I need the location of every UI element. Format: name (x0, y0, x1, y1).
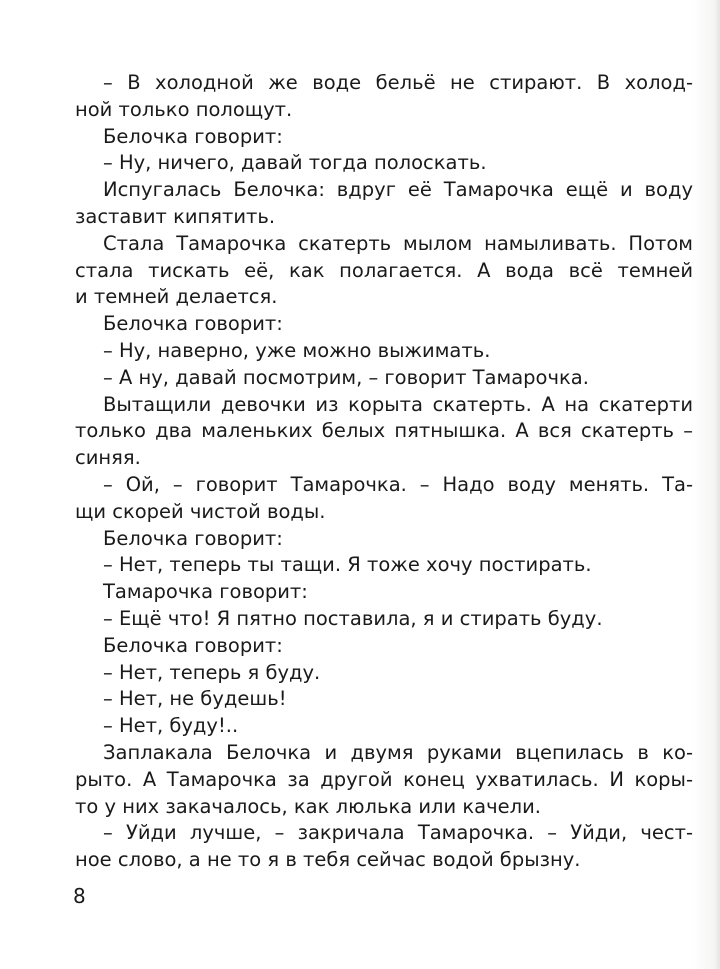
text-line: – Нет, не будешь! (103, 687, 287, 711)
text-line: Испугалась Белочка: вдруг её Тамарочка ещё и воду (103, 178, 693, 202)
text-line: Белочка говорит: (103, 633, 283, 657)
page-edge-shadow (714, 0, 720, 969)
text-line: синяя. (75, 446, 141, 470)
text-line: Белочка говорит: (103, 526, 283, 550)
text-line: – Нет, буду!.. (103, 714, 239, 738)
text-line: и темней делается. (75, 285, 278, 309)
text-line: – Ещё что! Я пятно поставила, я и стирать буду. (103, 606, 603, 630)
text-line: – Нет, теперь ты тащи. Я тоже хочу постирать. (103, 553, 592, 577)
text-line: – Уйди лучше, – закричала Тамарочка. – Уйди, чест- (103, 821, 693, 845)
text-line: рыто. А Тамарочка за другой конец ухватилась. И коры- (75, 767, 693, 791)
text-line: – Ну, наверно, уже можно выжимать. (103, 338, 491, 362)
text-line: – Нет, теперь я буду. (103, 660, 321, 684)
text-line: – А ну, давай посмотрим, – говорит Тамарочка. (103, 365, 589, 389)
text-line: Белочка говорит: (103, 312, 283, 336)
text-line: ной только полощут. (75, 97, 293, 121)
text-line: Заплакала Белочка и двумя руками вцепилась в ко- (103, 740, 693, 764)
body-text (75, 70, 693, 874)
text-line: стала тискать её, как полагается. А вода всё темней (75, 258, 693, 282)
text-line: заставит кипятить. (75, 204, 276, 228)
text-line: только два маленьких белых пятнышка. А вся скатерть – (75, 419, 693, 443)
text-line: Вытащили девочки из корыта скатерть. А на скатерти (103, 392, 693, 416)
text-line: то у них закачалось, как люлька или качели. (75, 794, 541, 818)
text-line: – В холодной же воде бельё не стирают. В холод- (103, 71, 693, 94)
text-line: ное слово, а не то я в тебя сейчас водой брызну. (75, 848, 581, 872)
text-line: Белочка говорит: (103, 124, 283, 148)
text-line: щи скорей чистой воды. (75, 499, 326, 523)
text-line: Тамарочка говорит: (103, 580, 308, 604)
text-line: – Ой, – говорит Тамарочка. – Надо воду менять. Та- (103, 472, 693, 496)
page-number: 8 (73, 884, 86, 908)
text-line: Стала Тамарочка скатерть мылом намыливать. Потом (103, 231, 693, 255)
text-line: – Ну, ничего, давай тогда полоскать. (103, 151, 487, 175)
